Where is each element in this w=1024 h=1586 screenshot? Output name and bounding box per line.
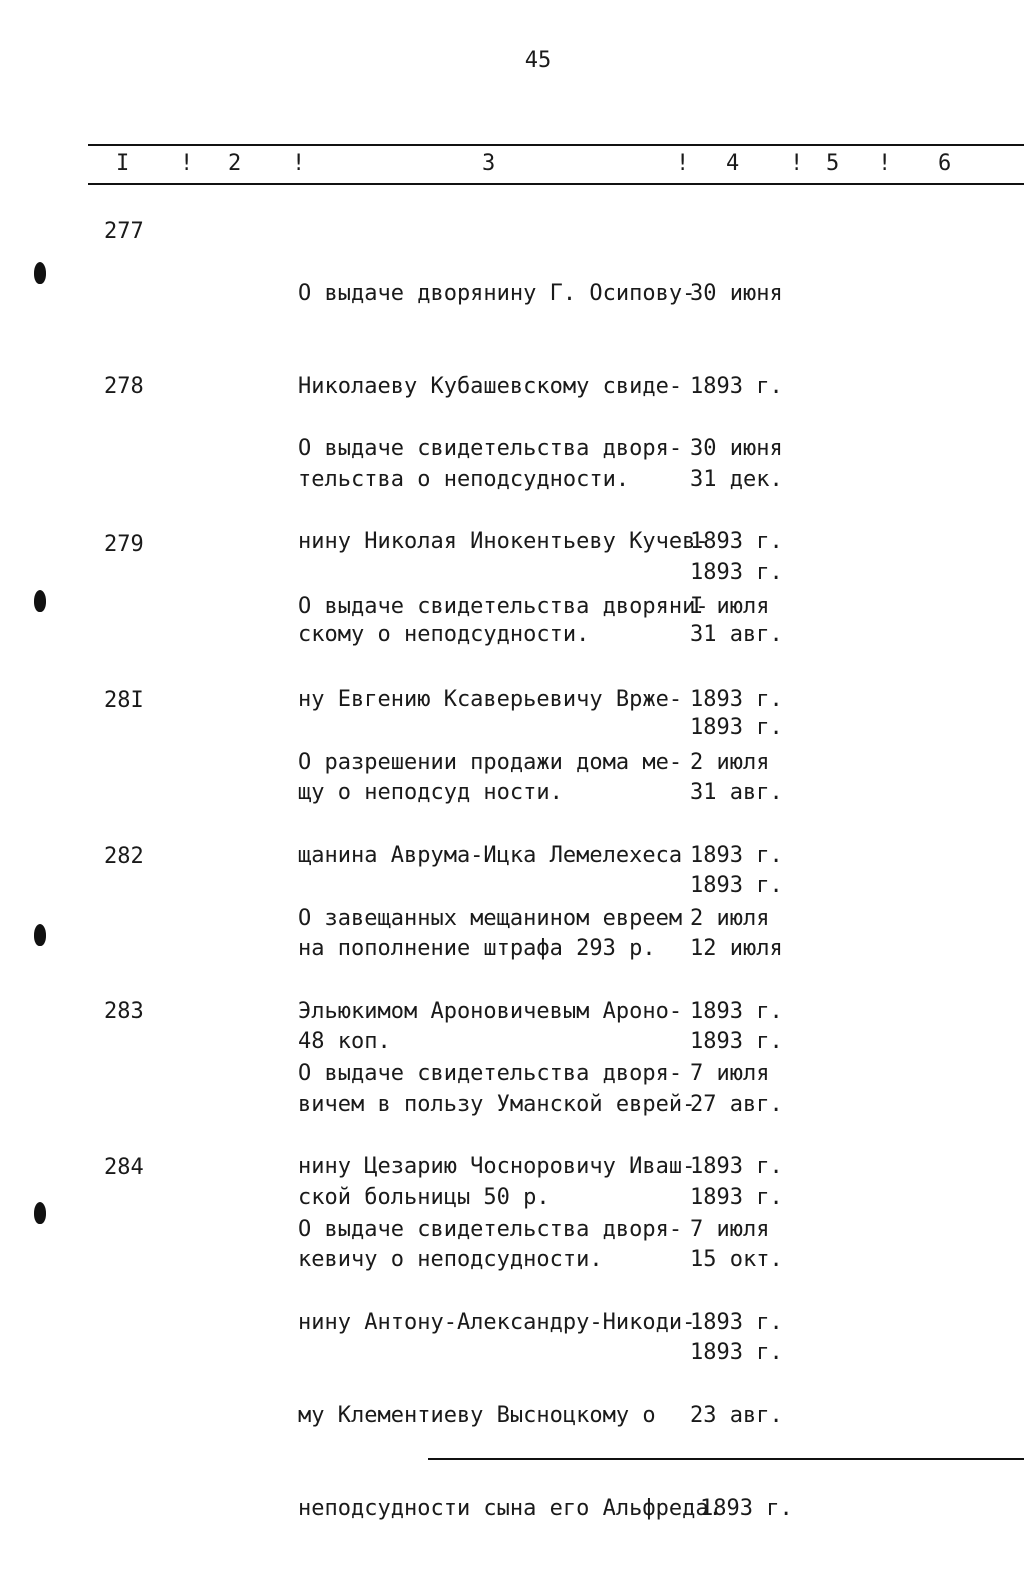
entry-date-end-year: 1893 г. [690, 1340, 783, 1365]
header-col-3: 3 [482, 151, 496, 176]
entry-description-line: щу о неподсуд ности. [298, 780, 563, 805]
entry-description-line: вичем в пользу Уманской еврей- [298, 1092, 696, 1117]
entry-date-start-day: 7 июля [690, 1217, 770, 1242]
header-sep-3: ! [676, 151, 690, 176]
entry-date-start-day: 30 июня [690, 436, 783, 461]
entry-number: 278 [104, 374, 144, 399]
entry-description-line: ской больницы 50 р. [298, 1185, 550, 1210]
page-bottom-rule [428, 1458, 1024, 1460]
entry-description-line: О разрешении продажи дома ме- [298, 750, 683, 775]
header-sep-2: ! [292, 151, 306, 176]
header-col-4: 4 [726, 151, 740, 176]
entry-description-line: О выдаче свидетельства дворя- [298, 436, 683, 461]
entry-description-line: на пополнение штрафа 293 р. [298, 936, 656, 961]
entry-date-end-year: 1893 г. [690, 873, 783, 898]
entry-description-line: Николаеву Кубашевскому свиде- [298, 374, 683, 399]
entry-date-end-year: 1893 г. [690, 560, 783, 585]
page-number: 45 [524, 48, 552, 73]
binding-hole-mark [34, 924, 46, 946]
table-header-rule [88, 183, 1024, 185]
entry-number: 279 [104, 532, 144, 557]
entry-date-start-day: 2 июля [690, 906, 770, 931]
entry-date-end-day: 27 авг. [690, 1092, 783, 1117]
entry-date-end-year: 1893 г. [690, 715, 783, 740]
entry-date-end-day: 31 авг. [690, 780, 783, 805]
entry-date-start-year: 1893 г. [690, 529, 783, 554]
entry-description-line: О выдаче свидетельства дворяни- [298, 594, 709, 619]
header-col-6: 6 [938, 151, 952, 176]
binding-hole-mark [34, 590, 46, 612]
entry-description-line: нину Антону-Александру-Никоди- [298, 1310, 696, 1335]
header-col-1: I [116, 151, 130, 176]
binding-hole-mark [34, 262, 46, 284]
table-top-rule [88, 144, 1024, 146]
entry-date-start-day: 2 июля [690, 750, 770, 775]
header-col-5: 5 [826, 151, 840, 176]
entry-date-end-day: 31 авг. [690, 622, 783, 647]
entry-description-line: О выдаче свидетельства дворя- [298, 1061, 683, 1086]
header-sep-1: ! [180, 151, 194, 176]
entry-date-end-day: 31 дек. [690, 467, 783, 492]
entry-description-line: нину Николая Инокентьеву Кучев- [298, 529, 709, 554]
entry-number: 277 [104, 219, 144, 244]
entry-description [298, 1152, 722, 1586]
entry-number: 283 [104, 999, 144, 1024]
entry-description-line: Эльюкимом Ароновичевым Ароно- [298, 999, 683, 1024]
entry-date-start-year: 1893 г. [690, 843, 783, 868]
entry-date-start-year: 1893 г. [690, 374, 783, 399]
entry-description-line: ну Евгению Ксаверьевичу Вржe- [298, 687, 683, 712]
entry-date-end-year: 1893 г. [700, 1496, 793, 1521]
entry-date-end-day: 23 авг. [690, 1403, 783, 1428]
entry-description-line: О выдаче свидетельства дворя- [298, 1217, 683, 1242]
entry-date-start-day: 30 июня [690, 281, 783, 306]
entry-date-start-day: 7 июля [690, 1061, 770, 1086]
entry-description-line: неподсудности сына его Альфреда. [298, 1496, 722, 1521]
entry-description-line: скому о неподсудности. [298, 622, 590, 647]
entry-number: 28I [104, 688, 144, 713]
header-col-2: 2 [228, 151, 242, 176]
entry-date-end-day: 12 июля [690, 936, 783, 961]
entry-description-line: нину Цезарию Чосноровичу Иваш- [298, 1154, 696, 1179]
entry-date-end-year: 1893 г. [690, 1185, 783, 1210]
entry-description-line: му Клементиеву Высноцкому о [298, 1403, 656, 1428]
entry-description-line: тельства о неподсудности. [298, 467, 630, 492]
entry-description-line: О выдаче дворянину Г. Осипову- [298, 281, 696, 306]
header-sep-5: ! [878, 151, 892, 176]
entry-description-line: щанина Аврума-Ицка Лемелехеса [298, 843, 683, 868]
entry-date-start-year: 1893 г. [690, 687, 783, 712]
entry-date-start-year: 1893 г. [690, 999, 783, 1024]
entry-date-start-day: I июля [690, 594, 770, 619]
header-sep-4: ! [790, 151, 804, 176]
entry-date-start-year: 1893 г. [690, 1310, 783, 1335]
binding-hole-mark [34, 1202, 46, 1224]
entry-dates [690, 1152, 793, 1586]
entry-number: 282 [104, 844, 144, 869]
entry-date-end-year: 1893 г. [690, 1029, 783, 1054]
entry-description-line: 48 коп. [298, 1029, 391, 1054]
entry-description-line: О завещанных мещанином евреем [298, 906, 683, 931]
entry-description-line: кевичу о неподсудности. [298, 1247, 603, 1272]
entry-date-start-year: 1893 г. [690, 1154, 783, 1179]
entry-number: 284 [104, 1155, 144, 1180]
entry-date-end-day: 15 окт. [690, 1247, 783, 1272]
